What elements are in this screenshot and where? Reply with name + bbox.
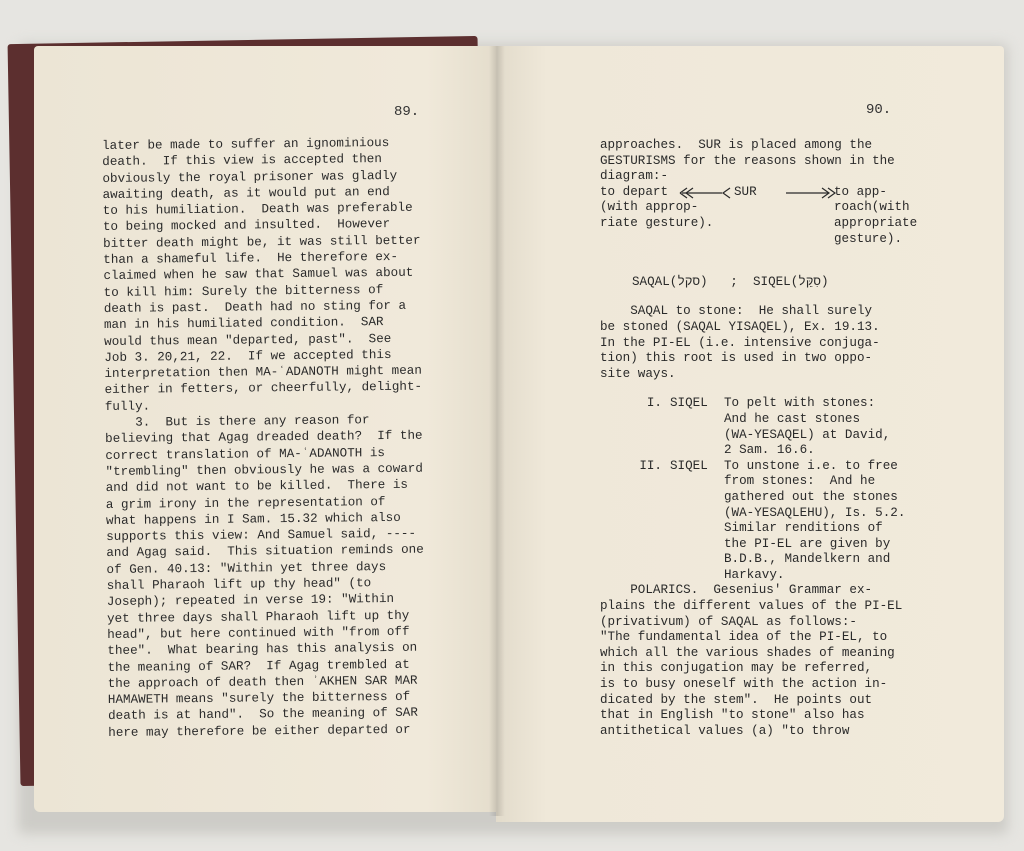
text-line: the meaning of SAR? If Agag trembled at	[107, 657, 410, 675]
intro-paragraph	[600, 138, 990, 185]
text-line: (with approp-	[600, 200, 699, 215]
definition-number	[600, 474, 670, 490]
text-line: shall Pharaoh lift up thy head" (to	[106, 576, 372, 593]
text-line: death is past. Death had no sting for a	[103, 298, 407, 316]
definition-number	[600, 443, 670, 459]
definition-word	[670, 412, 724, 428]
diagram-right-label	[834, 185, 917, 247]
text-line: (privativum) of SAQAL as follows:-	[600, 614, 857, 629]
definition-text: 2 Sam. 16.6.	[724, 443, 815, 458]
definition-text: B.D.B., Mandelkern and	[724, 552, 891, 567]
definition-text: (WA-YESAQLEHU), Is. 5.2.	[724, 505, 906, 520]
definition-number	[600, 521, 670, 537]
text-line: here may therefore be either departed or	[108, 722, 411, 740]
definition-number	[600, 428, 670, 444]
text-line: riate gesture).	[600, 215, 714, 230]
text-line: a grim irony in the representation of	[105, 494, 386, 512]
text-line: correct translation of MA-ʿADANOTH is	[105, 445, 386, 463]
page-number-right: 90.	[866, 102, 892, 118]
text-line: Joseph); repeated in verse 19: "Within	[106, 592, 395, 610]
text-line: head", but here continued with "from off	[107, 624, 410, 642]
saqal-heading: SAQAL(סקל) ; SIQEL(סִקֵּל)	[632, 274, 829, 289]
right-page	[496, 46, 1004, 822]
text-line: be stoned (SAQAL YISAQEL), Ex. 19.13.	[600, 319, 880, 334]
text-line: claimed when he saw that Samuel was about	[103, 266, 414, 284]
left-page-text	[102, 135, 426, 741]
definition-text: To unstone i.e. to free	[724, 458, 898, 473]
definition-number	[600, 412, 670, 428]
definition-text: Harkavy.	[724, 567, 785, 582]
definition-word	[670, 443, 724, 459]
text-line: and did not want to be killed. There is	[105, 478, 409, 496]
text-line: tion) this root is used in two oppo-	[600, 351, 873, 366]
diagram-center-word: SUR	[734, 184, 757, 199]
text-line: plains the different values of the PI-EL	[600, 599, 903, 614]
definition-row	[600, 459, 990, 475]
text-line: Job 3. 20,21, 22. If we accepted this	[104, 347, 392, 365]
definition-list	[600, 396, 990, 583]
definition-row	[600, 443, 990, 459]
text-line: the approach of death then ʾAKHEN SAR MAR	[107, 673, 418, 691]
text-line: awaiting death, as it would put an end	[102, 184, 390, 202]
text-line: which all the various shades of meaning	[600, 645, 895, 660]
definition-row	[600, 396, 990, 412]
definition-number: II.	[639, 458, 662, 473]
text-line: death is at hand". So the meaning of SAR	[107, 706, 418, 724]
text-line: would thus mean "departed, past". See	[104, 331, 392, 349]
definition-word	[670, 428, 724, 444]
text-line: is to busy oneself with the action in-	[600, 677, 888, 692]
definition-row	[600, 552, 990, 568]
text-line: that in English "to stone" also has	[600, 708, 865, 723]
text-line: to his humiliation. Death was preferable	[102, 200, 413, 219]
definition-row	[600, 490, 990, 506]
text-line: gesture).	[834, 231, 903, 246]
paragraph-polarics	[600, 583, 990, 739]
text-line: GESTURISMS for the reasons shown in the	[600, 153, 895, 168]
text-line: roach(with	[834, 200, 910, 215]
definition-text: the PI-EL are given by	[724, 536, 891, 551]
right-page-text	[600, 138, 990, 739]
page-number-left: 89.	[394, 104, 420, 120]
definition-row	[600, 521, 990, 537]
definition-row	[600, 568, 990, 584]
text-line: 3. But is there any reason for	[104, 413, 370, 431]
text-line: SAQAL to stone: He shall surely	[600, 304, 873, 319]
text-line: supports this view: And Samuel said, ----	[106, 526, 417, 545]
text-line: thee". What bearing has this analysis on	[107, 640, 418, 659]
definition-row	[600, 474, 990, 490]
text-line: yet three days shall Pharaoh lift up thy	[106, 608, 410, 626]
text-line: later be made to suffer an ignominious	[102, 135, 390, 153]
definition-text: (WA-YESAQEL) at David,	[724, 427, 891, 442]
text-line: man in his humiliated condition. SAR	[103, 315, 384, 333]
definition-text: And he cast stones	[724, 411, 861, 426]
text-line: POLARICS. Gesenius' Grammar ex-	[600, 583, 873, 598]
definition-text: gathered out the stones	[724, 489, 898, 504]
definition-word: SIQEL	[670, 396, 708, 411]
definition-text: To pelt with stones:	[724, 396, 876, 411]
text-line: appropriate	[834, 215, 918, 230]
definition-text: Similar renditions of	[724, 521, 883, 536]
definition-number	[600, 490, 670, 506]
definition-number: I.	[646, 396, 662, 411]
text-line: antithetical values (a) "to throw	[600, 723, 850, 738]
text-line: either in fetters, or cheerfully, delight-	[104, 380, 423, 398]
text-line: what happens in I Sam. 15.32 which also	[105, 510, 401, 528]
text-line: site ways.	[600, 366, 676, 381]
text-line: to depart	[600, 184, 669, 199]
text-line: in this conjugation may be referred,	[600, 661, 873, 676]
definition-row	[600, 428, 990, 444]
definition-row	[600, 506, 990, 522]
sur-diagram	[600, 185, 990, 263]
text-line: bitter death might be, it was still better	[103, 233, 421, 251]
paragraph-saqal	[600, 304, 990, 382]
text-line: interpretation then MA-ʿADANOTH might mean	[104, 363, 422, 382]
text-line: fully.	[104, 399, 151, 414]
definition-number	[600, 552, 670, 568]
definition-row	[600, 537, 990, 553]
text-line: believing that Agag dreaded death? If the	[105, 429, 423, 447]
definition-word	[670, 537, 724, 553]
diagram-arrows	[676, 183, 846, 203]
text-line: dicated by the stem". He points out	[600, 692, 873, 707]
text-line: to being mocked and insulted. However	[102, 217, 391, 235]
text-line: diagram:-	[600, 169, 669, 184]
text-line: to kill him: Surely the bitterness of	[103, 282, 384, 300]
definition-word	[670, 521, 724, 537]
text-line: obviously the royal prisoner was gladly	[102, 168, 398, 186]
book-gutter	[489, 46, 505, 816]
definition-word	[670, 506, 724, 522]
text-line: In the PI-EL (i.e. intensive conjuga-	[600, 335, 880, 350]
definition-number	[600, 537, 670, 553]
definition-text: from stones: And he	[724, 474, 876, 489]
text-line: to app-	[834, 184, 887, 199]
text-line: "The fundamental idea of the PI-EL, to	[600, 630, 888, 645]
definition-number	[600, 506, 670, 522]
definition-word: SIQEL	[670, 458, 708, 473]
definition-word	[670, 474, 724, 490]
text-line: approaches. SUR is placed among the	[600, 138, 873, 152]
text-line: death. If this view is accepted then	[102, 152, 382, 170]
text-line: and Agag said. This situation reminds one	[106, 543, 424, 561]
text-line: of Gen. 40.13: "Within yet three days	[106, 559, 387, 577]
left-page	[34, 46, 496, 812]
definition-word	[670, 552, 724, 568]
text-line: HAMAWETH means "surely the bitterness of	[107, 689, 411, 708]
definition-row	[600, 412, 990, 428]
text-line: "trembling" then obviously he was a coward	[105, 461, 423, 479]
definition-number	[600, 568, 670, 584]
definition-word	[670, 490, 724, 506]
definition-word	[670, 568, 724, 584]
text-line: than a shameful life. He therefore ex-	[103, 249, 399, 268]
